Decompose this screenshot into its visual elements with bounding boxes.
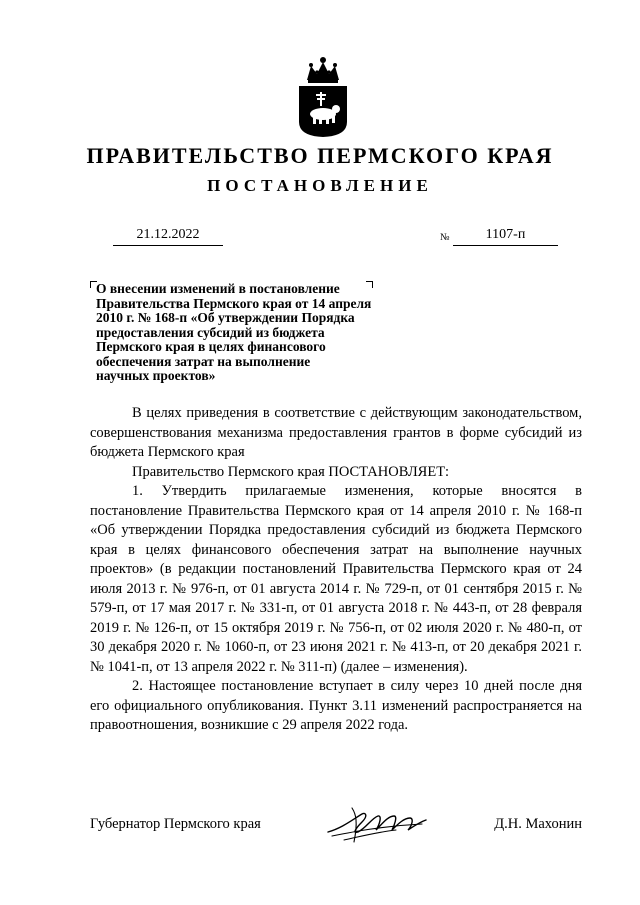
signature-block bbox=[90, 816, 582, 846]
heading-line: научных проектов» bbox=[96, 368, 216, 383]
document-type: ПОСТАНОВЛЕНИЕ bbox=[207, 176, 433, 195]
body-paragraph: В целях приведения в соответствие с действующим законодательством, совершенствования механизма предоставления грантов в форме субсидий из бюджета Пермского края bbox=[90, 405, 582, 460]
body-paragraph: 1. Утвердить прилагаемые изменения, которые вносятся в постановление Правительства Пермского края от 14 апреля 2010 г. № 168-п «Об утверждении Порядка предоставления субсидий из бюджета Пермского края в целях финансового обеспечения затрат на выполнение научных проектов» (в редакции постановлений Правительства Пермского края от 24 июля 2013 г. № 976-п, от 01 августа 2014 г. № 729-п, от 01 сентября 2015 г. № 579-п, от 17 мая 2017 г. № 331-п, от 01 августа 2018 г. № 443-п, от 28 февраля 2019 г. № 126-п, от 15 октября 2019 г. № 756-п, от 02 июля 2020 г. № 480-п, от 30 декабря 2020 г. № 1060-п, от 23 июня 2021 г. № 413-п, от 20 декабря 2021 г. № 1041-п, от 13 апреля 2022 г. № 311-п) (далее – изменения). bbox=[90, 483, 582, 675]
body-paragraph: 2. Настоящее постановление вступает в силу через 10 дней после дня его официального опубликования. Пункт 3.11 изменений распространяется на правоотношения, возникшие с 29 апреля 2022 года. bbox=[90, 678, 582, 733]
number-sign: № bbox=[440, 232, 450, 243]
heading-line: О внесении изменений в постановление bbox=[96, 281, 340, 296]
heading-line: Пермского края в целях финансового bbox=[96, 339, 326, 354]
document-date: 21.12.2022 bbox=[113, 227, 223, 246]
signatory-position: Губернатор Пермского края bbox=[90, 816, 261, 832]
document-body bbox=[90, 404, 582, 736]
document-heading bbox=[96, 282, 396, 384]
government-title: ПРАВИТЕЛЬСТВО ПЕРМСКОГО КРАЯ bbox=[86, 143, 554, 168]
signatory-name: Д.Н. Махонин bbox=[494, 816, 582, 832]
heading-line: 2010 г. № 168-п «Об утверждении Порядка bbox=[96, 310, 355, 325]
heading-line: предоставления субсидий из бюджета bbox=[96, 324, 325, 340]
perm-krai-coat-of-arms-icon bbox=[297, 52, 349, 138]
handwritten-signature bbox=[322, 802, 432, 846]
document-number: 1107-п bbox=[453, 227, 558, 246]
body-paragraph: Правительство Пермского края ПОСТАНОВЛЯЕТ: bbox=[132, 463, 450, 480]
heading-line: Правительства Пермского края от 14 апреля bbox=[96, 295, 372, 311]
heading-line: обеспечения затрат на выполнение bbox=[96, 353, 311, 369]
